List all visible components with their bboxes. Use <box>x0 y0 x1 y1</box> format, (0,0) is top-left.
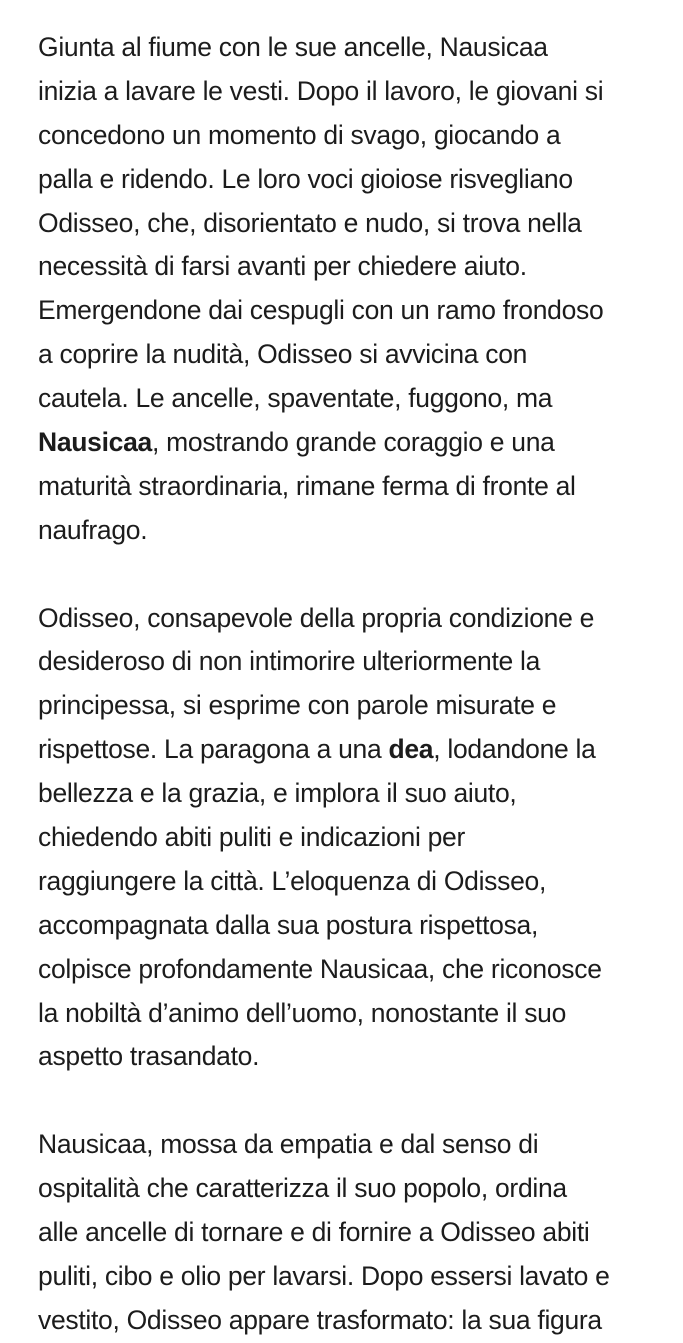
text-line <box>38 860 683 904</box>
text-line <box>38 1167 683 1211</box>
text-run: necessità di farsi avanti per chiedere aiuto. <box>38 251 527 282</box>
text-line <box>38 640 683 684</box>
bold-text: dea <box>388 734 434 765</box>
paragraph <box>38 597 683 1080</box>
text-line <box>38 509 683 553</box>
text-run: principessa, si esprime con parole misurate e <box>38 690 557 721</box>
text-run: ospitalità che caratterizza il suo popolo, ordina <box>38 1173 567 1204</box>
text-run: alle ancelle di tornare e di fornire a Odisseo abiti <box>38 1217 590 1248</box>
text-line <box>38 289 683 333</box>
text-line <box>38 158 683 202</box>
text-line <box>38 904 683 948</box>
text-run: Giunta al fiume con le sue ancelle, Nausicaa <box>38 32 548 62</box>
text-run: Emergendone dai cespugli con un ramo frondoso <box>38 295 604 326</box>
text-line <box>38 1035 683 1079</box>
text-line <box>38 465 683 509</box>
text-run: Nausicaa, mossa da empatia e dal senso di <box>38 1129 539 1160</box>
text-line <box>38 245 683 289</box>
text-run: concedono un momento di svago, giocando a <box>38 119 561 150</box>
bold-text: Nausicaa <box>38 427 152 458</box>
text-line <box>38 377 683 421</box>
paragraph-spacer <box>38 553 683 597</box>
text-run: accompagnata dalla sua postura rispettosa, <box>38 909 539 940</box>
text-line <box>38 26 683 70</box>
text-run: Odisseo, consapevole della propria condizione e <box>38 602 595 633</box>
text-run: desideroso di non intimorire ulteriormente la <box>38 646 541 677</box>
paragraph <box>38 26 683 553</box>
text-run: palla e ridendo. Le loro voci gioiose risvegliano <box>38 163 573 194</box>
text-line <box>38 992 683 1036</box>
text-run: Odisseo, che, disorientato e nudo, si trova nella <box>38 207 582 238</box>
text-run: bellezza e la grazia, e implora il suo aiuto, <box>38 778 517 809</box>
article-body <box>38 26 683 1343</box>
text-line <box>38 772 683 816</box>
text-run: a coprire la nudità, Odisseo si avvicina con <box>38 339 528 370</box>
text-run: rispettose. La paragona a una <box>38 734 389 765</box>
text-line <box>38 684 683 728</box>
text-run: colpisce profondamente Nausicaa, che riconosce <box>38 953 602 984</box>
text-run: maturità straordinaria, rimane ferma di fronte al <box>38 470 576 501</box>
text-run: raggiungere la città. L’eloquenza di Odisseo, <box>38 865 547 896</box>
text-run: cautela. Le ancelle, spaventate, fuggono, ma <box>38 383 553 414</box>
text-run: , mostrando grande coraggio e una <box>151 427 555 458</box>
text-line <box>38 202 683 246</box>
text-line <box>38 728 683 772</box>
text-line <box>38 114 683 158</box>
text-run: vestito, Odisseo appare trasformato: la sua figura <box>38 1304 602 1335</box>
text-run: la nobiltà d’animo dell’uomo, nonostante il suo <box>38 997 567 1028</box>
text-run: inizia a lavare le vesti. Dopo il lavoro, le giovani si <box>38 75 604 106</box>
text-line <box>38 1255 683 1299</box>
text-line <box>38 333 683 377</box>
text-line <box>38 1123 683 1167</box>
text-run: chiedendo abiti puliti e indicazioni per <box>38 822 466 853</box>
text-run: puliti, cibo e olio per lavarsi. Dopo essersi lavato e <box>38 1260 610 1291</box>
text-line <box>38 1211 683 1255</box>
text-line <box>38 816 683 860</box>
paragraph <box>38 1123 683 1342</box>
text-line <box>38 597 683 641</box>
text-line <box>38 70 683 114</box>
text-run: , lodandone la <box>433 734 596 765</box>
paragraph-spacer <box>38 1079 683 1123</box>
text-run: naufrago. <box>38 514 148 545</box>
text-line <box>38 1299 683 1343</box>
text-line <box>38 948 683 992</box>
text-run: aspetto trasandato. <box>38 1041 260 1072</box>
text-line <box>38 421 683 465</box>
